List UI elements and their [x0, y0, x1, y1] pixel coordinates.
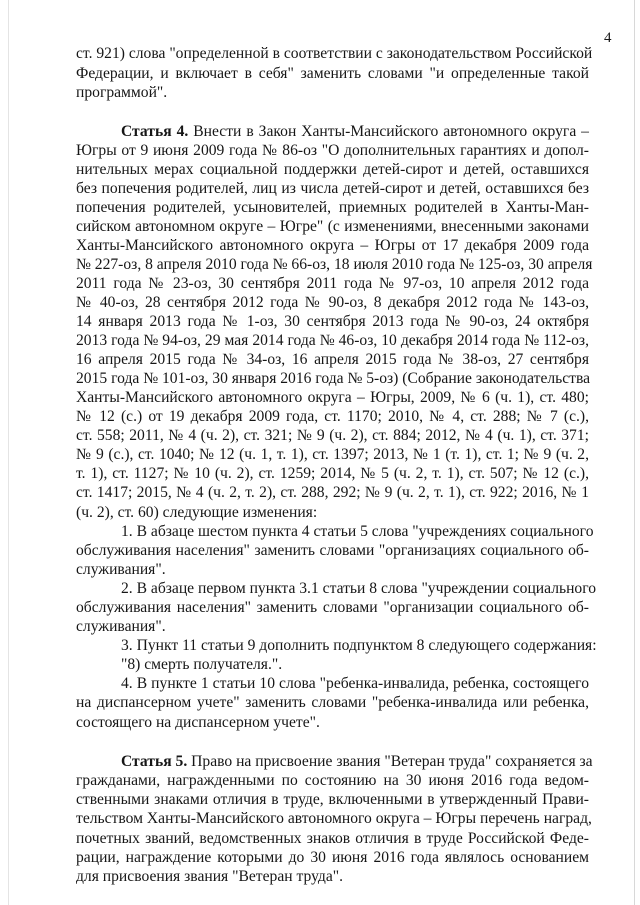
line-text: нительных мерах социальной поддержки детей-сирот и детей, оставшихся — [76, 161, 589, 178]
line-text: тельством Ханты-Мансийского автономного округа – Югры перечень наград, — [76, 810, 592, 827]
line-text: 14 января 2013 года № 1-оз, 30 сентября 2013 года № 90-оз, 24 октября — [76, 313, 589, 330]
text-line — [76, 141, 589, 160]
line-text: 2015 года № 101-оз, 30 января 2016 года № 5-оз) (Собрание законодательства — [76, 370, 591, 387]
line-text: 16 апреля 2015 года № 34-оз, 16 апреля 2015 года № 38-оз, 27 сентября — [76, 351, 589, 368]
text-line — [76, 503, 589, 522]
line-text: ст. 558; 2011, № 4 (ч. 2), ст. 321; № 9 (ч. 2), ст. 884; 2012, № 4 (ч. 1), ст. 371; — [76, 427, 589, 444]
text-line — [76, 829, 589, 848]
text-line — [76, 848, 589, 867]
text-line — [121, 579, 597, 598]
text-line — [76, 350, 589, 369]
text-line — [76, 713, 589, 732]
text-line — [76, 160, 589, 179]
text-line — [76, 809, 592, 828]
text-line — [76, 331, 589, 350]
line-text: 3. Пункт 11 статьи 9 дополнить подпунктом 8 следующего содержания: — [121, 637, 597, 654]
text-line — [121, 122, 589, 141]
article-heading: Статья 5. — [121, 753, 188, 770]
line-text: ст. 921) слова "определенной в соответствии с законодательством Российской — [76, 45, 593, 62]
line-text: 2. В абзаце первом пункта 3.1 статьи 8 слова "учреждении социального — [121, 580, 597, 597]
text-line — [121, 674, 589, 693]
line-text: № 9 (с.), ст. 1040; № 12 (ч. 1, т. 1), ст. 1397; 2013, № 1 (т. 1), ст. 1; № 9 (ч. 2, — [76, 446, 589, 463]
line-text: состоящего на диспансерном учете". — [76, 714, 320, 731]
text-line — [76, 790, 589, 809]
text-line — [76, 198, 589, 217]
line-text: гражданами, награжденными по состоянию на 30 июня 2016 года ведом- — [76, 772, 589, 789]
text-line — [76, 217, 589, 236]
text-line — [76, 483, 589, 502]
text-line — [76, 293, 589, 312]
article-heading: Статья 4. — [121, 123, 189, 140]
text-line — [76, 369, 589, 388]
text-line — [121, 636, 597, 655]
text-line — [76, 388, 589, 407]
line-text: № 227-оз, 8 апреля 2010 года № 66-оз, 18 июля 2010 года № 125-оз, 30 апреля — [76, 256, 593, 273]
line-text: 4. В пункте 1 статьи 10 слова "ребенка-инвалида, ребенка, состоящего — [121, 675, 589, 692]
line-text: "8) смерть получателя.". — [121, 656, 283, 673]
line-text: т. 1), ст. 1127; № 10 (ч. 2), ст. 1259; 2014, № 5 (ч. 2, т. 1), ст. 507; № 12 (с.), — [76, 465, 589, 482]
text-line — [121, 752, 593, 771]
line-text: без попечения родителей, лиц из числа детей-сирот и детей, оставшихся без — [76, 180, 589, 197]
line-text: Югры от 9 июня 2009 года № 86-оз "О дополнительных гарантиях и допол- — [76, 142, 589, 159]
line-text: служивания". — [76, 561, 166, 578]
text-line — [76, 867, 589, 886]
text-line — [76, 274, 589, 293]
line-text: сийском автономном округе – Югре" (с изменениями, внесенными законами — [76, 218, 589, 235]
text-line — [76, 407, 589, 426]
line-text: Федерации, и включает в себя" заменить словами "и определенные такой — [76, 65, 589, 82]
text-line — [76, 312, 589, 331]
line-text: на диспансерном учете" заменить словами "ребенка-инвалида или ребенка, — [76, 694, 589, 711]
text-line — [76, 541, 589, 560]
line-text: для присвоения звания "Ветеран труда". — [76, 868, 344, 885]
text-line — [76, 255, 593, 274]
scan-edge-right — [634, 0, 635, 905]
text-line — [121, 522, 594, 541]
line-text: Ханты-Мансийского автономного округа – Югры, 2009, № 6 (ч. 1), ст. 480; — [76, 389, 589, 406]
line-text: обслуживания населения" заменить словами "организациях социального об- — [76, 542, 589, 559]
line-text: 2013 года № 94-оз, 29 мая 2014 года № 46-оз, 10 декабря 2014 года № 112-оз, — [76, 332, 589, 349]
line-text: служивания". — [76, 618, 166, 635]
text-line — [76, 445, 589, 464]
line-text: Ханты-Мансийского автономного округа – Югры от 17 декабря 2009 года — [76, 237, 589, 254]
text-line — [76, 617, 589, 636]
line-text: ст. 1417; 2015, № 4 (ч. 2, т. 2), ст. 288, 292; № 9 (ч. 2, т. 1), ст. 922; 2016, № 1 — [76, 484, 589, 501]
text-line — [76, 83, 589, 102]
line-text: попечения родителей, усыновителей, приемных родителей в Ханты-Ман- — [76, 199, 589, 216]
line-text: обслуживания населения" заменить словами "организации социального об- — [76, 599, 589, 616]
line-text: почетных званий, ведомственных знаков отличия в труде Российской Феде- — [76, 830, 589, 847]
line-text: 1. В абзаце шестом пункта 4 статьи 5 слова "учреждениях социального — [121, 523, 594, 540]
line-text: ственными знаками отличия в труде, включенными в утвержденный Прави- — [76, 791, 589, 808]
line-text: 2011 года № 23-оз, 30 сентября 2011 года № 97-оз, 10 апреля 2012 года — [76, 275, 589, 292]
text-line — [76, 44, 593, 63]
text-line — [76, 598, 589, 617]
line-text: Внести в Закон Ханты-Мансийского автономного округа – — [188, 123, 589, 140]
line-text: программой". — [76, 84, 168, 101]
text-line — [76, 560, 589, 579]
text-line — [76, 64, 589, 83]
text-line — [76, 771, 589, 790]
scan-edge-left — [8, 0, 9, 905]
page-number: 4 — [604, 30, 612, 46]
text-line — [76, 236, 589, 255]
line-text: рации, награждение которыми до 30 июня 2016 года являлось основанием — [76, 849, 589, 866]
line-text: № 40-оз, 28 сентября 2012 года № 90-оз, 8 декабря 2012 года № 143-оз, — [76, 294, 589, 311]
line-text: Право на присвоение звания "Ветеран труда" сохраняется за — [187, 753, 593, 770]
text-line — [76, 693, 589, 712]
text-line — [76, 464, 589, 483]
line-text: (ч. 2), ст. 60) следующие изменения: — [76, 504, 318, 521]
text-line — [121, 655, 589, 674]
text-line — [76, 179, 589, 198]
text-line — [76, 426, 589, 445]
line-text: № 12 (с.) от 19 декабря 2009 года, ст. 1170; 2010, № 4, ст. 288; № 7 (с.), — [76, 408, 589, 425]
